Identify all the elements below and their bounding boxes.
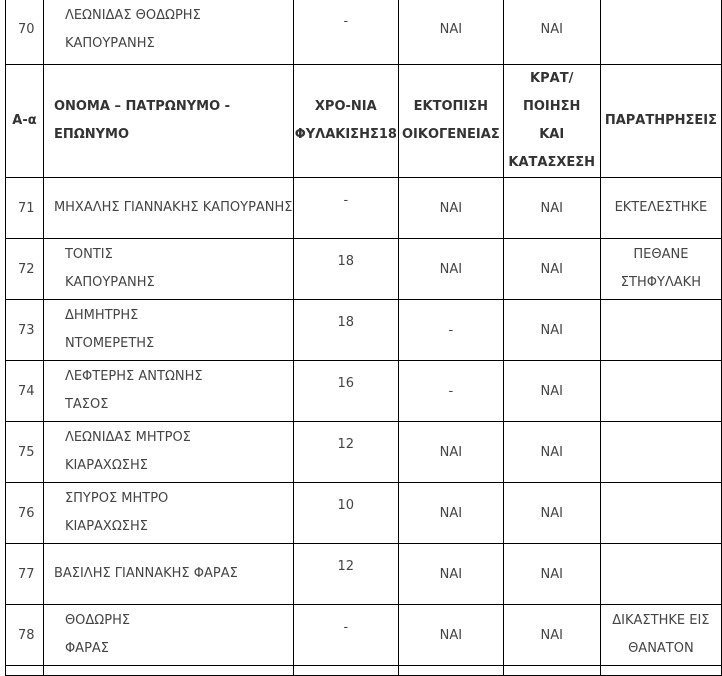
table-row	[6, 605, 722, 666]
family-exile: ΝΑΙ	[399, 605, 504, 666]
family-exile: -	[399, 361, 504, 422]
detention-confiscation: ΝΑΙ	[503, 0, 600, 65]
person-name	[43, 483, 293, 544]
persecution-table	[5, 0, 722, 676]
table-row	[6, 300, 722, 361]
person-name-line: ΚΙΑΡΑΧΩΣΗΣ	[64, 519, 148, 534]
person-name	[43, 239, 293, 300]
header-exile-line: ΕΚΤΟΠΙΣΗ	[413, 99, 489, 114]
prison-years	[293, 483, 399, 544]
row-number: 71	[6, 178, 44, 239]
table-row	[6, 422, 722, 483]
prison-years	[293, 544, 399, 605]
remarks	[600, 605, 721, 666]
person-name	[43, 605, 293, 666]
family-exile: ΝΑΙ	[399, 544, 504, 605]
header-exile-line: ΟΙΚΟΓΕΝΕΙΑΣ	[401, 127, 500, 142]
header-detention-line: ΚΡΑΤ/ΠΟΙΗΣΗ	[522, 71, 581, 114]
person-name-line: ΤΟΝΤΙΣ	[64, 247, 113, 262]
prison-years	[293, 239, 399, 300]
header-name	[43, 65, 293, 178]
remarks	[600, 0, 721, 65]
family-exile: ΝΑΙ	[399, 0, 504, 65]
header-detention-line: ΚΑΙ	[539, 127, 565, 142]
prison-years-value: 12	[337, 436, 355, 452]
table-row	[6, 483, 722, 544]
header-exile	[399, 65, 504, 178]
prison-years	[293, 422, 399, 483]
person-name-line: ΚΙΑΡΑΧΩΣΗΣ	[64, 458, 148, 473]
person-name-line: ΛΕΩΝΙΔΑΣ ΜΗΤΡΟΣ	[64, 430, 191, 445]
header-years-line: ΧΡΟ-ΝΙΑ	[314, 99, 377, 114]
person-name-line: ΝΤΟΜΕΡΕΤΗΣ	[64, 336, 155, 351]
person-name-line: ΣΠΥΡΟΣ ΜΗΤΡΟ	[64, 491, 169, 506]
person-name-line: ΜΗΧΑΛΗΣ ΓΙΑΝΝΑΚΗΣ ΚΑΠΟΥΡΑΝΗΣ	[53, 200, 293, 215]
person-name	[43, 300, 293, 361]
prison-years-value: 18	[337, 253, 355, 269]
remarks	[600, 544, 721, 605]
header-aa: Α-α	[6, 65, 44, 178]
header-row	[6, 65, 722, 178]
family-exile: ΝΑΙ	[399, 422, 504, 483]
empty-cell	[503, 666, 600, 676]
person-name-line: ΚΑΠΟΥΡΑΝΗΣ	[64, 275, 155, 290]
table-row	[6, 239, 722, 300]
prison-years-value: -	[343, 619, 349, 635]
person-name	[43, 422, 293, 483]
family-exile: ΝΑΙ	[399, 239, 504, 300]
detention-confiscation: ΝΑΙ	[503, 239, 600, 300]
prison-years	[293, 605, 399, 666]
person-name-line: ΔΗΜΗΤΡΗΣ	[64, 308, 139, 323]
detention-confiscation: ΝΑΙ	[503, 178, 600, 239]
empty-cell	[43, 666, 293, 676]
person-name-line: ΚΑΠΟΥΡΑΝΗΣ	[64, 35, 155, 51]
remarks	[600, 300, 721, 361]
header-years-line: ΦΥΛΑΚΙΣΗΣ18	[294, 127, 397, 142]
prison-years	[293, 361, 399, 422]
header-detention	[503, 65, 600, 178]
header-name-line: ΕΠΩΝΥΜΟ	[53, 127, 130, 142]
prison-years-value: 12	[337, 558, 355, 574]
empty-cell	[293, 666, 399, 676]
prison-years-value: 18	[337, 314, 355, 330]
remarks	[600, 422, 721, 483]
table-row	[6, 544, 722, 605]
family-exile: -	[399, 300, 504, 361]
table-row	[6, 0, 722, 65]
prison-years-value: -	[343, 14, 349, 29]
person-name-line: ΤΑΣΟΣ	[64, 397, 109, 412]
remarks	[600, 483, 721, 544]
row-number: 77	[6, 544, 44, 605]
remarks-line: ΘΑΝΑΤΟΝ	[628, 641, 694, 656]
detention-confiscation: ΝΑΙ	[503, 544, 600, 605]
person-name	[43, 178, 293, 239]
person-name-line: ΒΑΣΙΛΗΣ ΓΙΑΝΝΑΚΗΣ ΦΑΡΑΣ	[53, 566, 238, 581]
person-name-line: ΛΕΦΤΕΡΗΣ ΑΝΤΩΝΗΣ	[64, 369, 203, 384]
row-number: 75	[6, 422, 44, 483]
header-years	[293, 65, 399, 178]
table-row-partial	[6, 666, 722, 676]
prison-years	[293, 300, 399, 361]
family-exile: ΝΑΙ	[399, 178, 504, 239]
empty-cell	[6, 666, 44, 676]
table-row	[6, 361, 722, 422]
person-name	[43, 361, 293, 422]
prison-years	[293, 0, 399, 65]
remarks-line: ΔΙΚΑΣΤΗΚΕ ΕΙΣ	[612, 613, 710, 628]
row-number: 73	[6, 300, 44, 361]
header-detention-line: ΚΑΤΑΣΧΕΣΗ	[508, 155, 595, 170]
row-number: 78	[6, 605, 44, 666]
person-name-line: ΦΑΡΑΣ	[64, 641, 110, 656]
row-number: 72	[6, 239, 44, 300]
remarks-line: ΕΚΤΕΛΕΣΤΗΚΕ	[614, 200, 708, 215]
prison-years-value: 16	[337, 375, 355, 391]
remarks-line: ΠΕΘΑΝΕ	[633, 247, 689, 262]
remarks	[600, 178, 721, 239]
family-exile: ΝΑΙ	[399, 483, 504, 544]
detention-confiscation: ΝΑΙ	[503, 300, 600, 361]
row-number: 74	[6, 361, 44, 422]
prison-years-value: -	[343, 192, 349, 208]
detention-confiscation: ΝΑΙ	[503, 422, 600, 483]
person-name-line: ΘΟΔΩΡΗΣ	[64, 613, 131, 628]
header-notes: ΠΑΡΑΤΗΡΗΣΕΙΣ	[600, 65, 721, 178]
person-name	[43, 0, 293, 65]
empty-cell	[399, 666, 504, 676]
detention-confiscation: ΝΑΙ	[503, 605, 600, 666]
prison-years-value: 10	[337, 497, 355, 513]
table-row	[6, 178, 722, 239]
remarks	[600, 361, 721, 422]
empty-cell	[600, 666, 721, 676]
prison-years	[293, 178, 399, 239]
row-number: 76	[6, 483, 44, 544]
row-number: 70	[6, 0, 44, 65]
remarks	[600, 239, 721, 300]
detention-confiscation: ΝΑΙ	[503, 361, 600, 422]
person-name	[43, 544, 293, 605]
person-name-line: ΛΕΩΝΙΔΑΣ ΘΟΔΩΡΗΣ	[64, 7, 201, 23]
remarks-line: ΣΤΗΦΥΛΑΚΗ	[620, 275, 701, 290]
header-name-line: ΟΝΟΜΑ – ΠΑΤΡΩΝΥΜΟ -	[53, 99, 231, 114]
detention-confiscation: ΝΑΙ	[503, 483, 600, 544]
